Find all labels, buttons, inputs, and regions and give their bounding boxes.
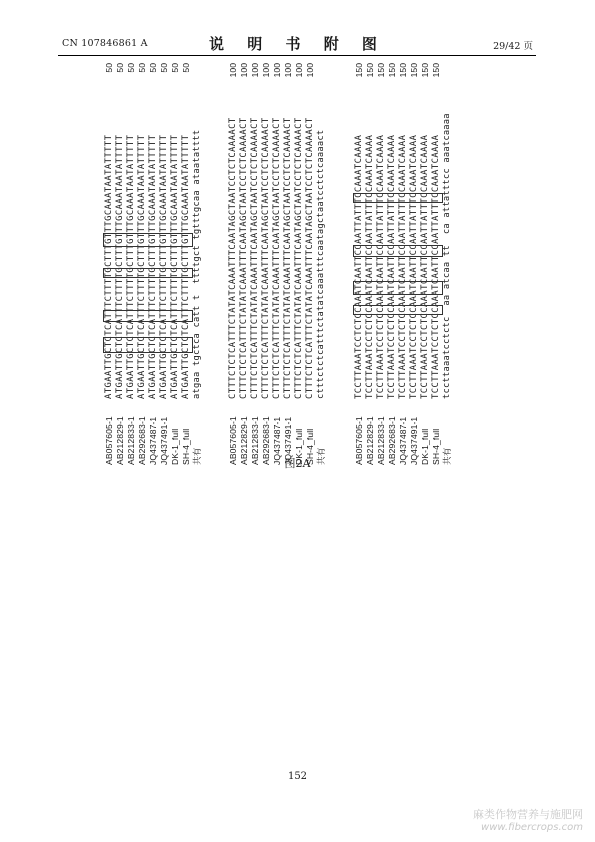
- sequence-row: [376, 63, 387, 465]
- sequence-row: [126, 63, 137, 465]
- sequence-name: AB057605-1: [354, 416, 364, 465]
- consensus-row: [316, 63, 327, 465]
- sequence-text: CTTTCTCTCATTTCTATATCAAATTTCAATAGCTAATCCTCTCAAAACT: [228, 117, 238, 399]
- figure-caption: 图2A: [284, 457, 311, 470]
- position-number: 50: [159, 63, 169, 73]
- sequence-text: TCCTTAAATCCTCTCCAAATCAATTCCAATTATTTCCAAATCAAAA: [409, 134, 419, 399]
- alignment-rotated-canvas: [100, 63, 480, 465]
- sequence-text: CTTTCTCTCATTTCTATATCAAATTTCAATAGCTAATCCTCTCAAAACT: [250, 117, 260, 399]
- sequence-text: ATGAATTGCTCTCATTTCTTTTGCTTTGTTTGCAAATAATATTTTT: [126, 134, 136, 399]
- sequence-row: [354, 63, 365, 465]
- sequence-text: atgaa tgctca catt t ttttgct tgtttgcaa ataatatttt: [192, 129, 202, 399]
- sequence-text: TCCTTAAATCCTCTCCAAATCAATTCCAATTATTTCCAAATCAAAA: [420, 134, 430, 399]
- position-number: 100: [272, 63, 282, 78]
- sequence-text: TCCTTAAATCCTCTCCAAATCAATTCCAATTATTTCCAAATCAAAA: [431, 134, 441, 399]
- position-number: 100: [305, 63, 315, 78]
- sequence-name: AB212833-1: [376, 416, 386, 465]
- position-number: 150: [431, 63, 441, 78]
- patent-number: CN 107846861 A: [62, 38, 148, 49]
- sequence-row: [137, 63, 148, 465]
- sequence-row: [294, 63, 305, 465]
- position-number: 50: [181, 63, 191, 73]
- sequence-name: AB212829-1: [365, 416, 375, 465]
- header-divider: [58, 55, 536, 56]
- sequence-row: [170, 63, 181, 465]
- sequence-text: ATGAATTGCTCTCATTTCTTTTGCTTTGTTTGCAAATAATATTTTT: [148, 134, 158, 399]
- page-title: 说 明 书 附 图: [209, 35, 386, 53]
- sequence-text: TCCTTAAATCCTCTCCAAATCAATTCCAATTATTTCCAAATCAAAA: [376, 134, 386, 399]
- sequence-name: AB292683-1: [137, 416, 147, 465]
- sequence-row: [148, 63, 159, 465]
- watermark: [473, 806, 583, 833]
- position-number: 150: [387, 63, 397, 78]
- sequence-text: CTTTCTCTCATTTCTATATCAAATTTCAATAGCTAATCCTCTCAAAACT: [294, 117, 304, 399]
- sequence-text: tccttaaatcctctc aa atcaa tt ca attatttcc aaatcaaaa: [442, 113, 452, 399]
- sequence-text: CTTTCTCTCATTTCTATATCAAATTTCAATAGCTAATCCTCTCAAAACT: [283, 117, 293, 399]
- sequence-text: TCCTTAAATCCTCTCCAAATCAATTCCAATTATTTCCAAATCAAAA: [365, 134, 375, 399]
- sequence-name: JQ437487-1: [398, 416, 408, 465]
- page-of-total: 29/42 页: [493, 41, 533, 52]
- sequence-text: TCCTTAAATCCTCTCCAAATCAATTCCAATTATTTCCAAATCAAAA: [398, 134, 408, 399]
- position-number: 50: [115, 63, 125, 73]
- sequence-row: [228, 63, 239, 465]
- sequence-row: [305, 63, 316, 465]
- sequence-name: SH-4_full: [305, 428, 315, 465]
- sequence-name: 共有: [442, 447, 452, 465]
- consensus-row: [192, 63, 203, 465]
- sequence-text: ATGAATTGCTCTCATTTCTTTTGCTTTGTTTGCAAATAATATTTTT: [115, 134, 125, 399]
- sequence-row: [387, 63, 398, 465]
- sequence-name: AB292683-1: [261, 416, 271, 465]
- page-number: 152: [287, 771, 308, 782]
- sequence-text: ATGAATTGCTCTCATTTCTTTTGCTTTGTTTGCAAATAATATTTTT: [159, 134, 169, 399]
- sequence-row: [239, 63, 250, 465]
- watermark-site-name: 麻类作物营养与施肥网: [473, 808, 583, 821]
- position-number: 100: [283, 63, 293, 78]
- sequence-name: AB212833-1: [126, 416, 136, 465]
- position-number: 100: [294, 63, 304, 78]
- position-number: 50: [126, 63, 136, 73]
- sequence-name: SH-4_full: [181, 428, 191, 465]
- sequence-text: TCCTTAAATCCTCTCCAAATCAATTCCAATTATTTCCAAATCAAAA: [354, 134, 364, 399]
- sequence-row: [398, 63, 409, 465]
- sequence-name: DK-1_full: [294, 428, 304, 465]
- sequence-text: CTTTCTCTCATTTCTATATCAAATTTCAATAGCTAATCCTCTCAAAACT: [261, 117, 271, 399]
- sequence-text: ATGAATTGCTCTCATTTCTTTTGCTTTGTTTGCAAATAATATTTTT: [137, 134, 147, 399]
- sequence-row: [261, 63, 272, 465]
- position-number: 100: [261, 63, 271, 78]
- sequence-name: JQ437491-1: [159, 416, 169, 465]
- alignment-figure: [100, 63, 480, 465]
- sequence-name: AB212833-1: [250, 416, 260, 465]
- position-number: 150: [398, 63, 408, 78]
- position-number: 100: [239, 63, 249, 78]
- sequence-name: DK-1_full: [420, 428, 430, 465]
- position-number: 50: [148, 63, 158, 73]
- position-number: 150: [420, 63, 430, 78]
- position-number: 100: [228, 63, 238, 78]
- sequence-text: TCCTTAAATCCTCTCCAAATCAATTCCAATTATTTCCAAATCAAAA: [387, 134, 397, 399]
- position-number: 50: [137, 63, 147, 73]
- position-number: 150: [354, 63, 364, 78]
- sequence-row: [181, 63, 192, 465]
- sequence-row: [420, 63, 431, 465]
- position-number: 150: [409, 63, 419, 78]
- sequence-name: JQ437487-1: [148, 416, 158, 465]
- sequence-text: CTTTCTCTCATTTCTATATCAAATTTCAATAGCTAATCCTCTCAAAACT: [239, 117, 249, 399]
- sequence-name: JQ437491-1: [283, 416, 293, 465]
- sequence-name: DK-1_full: [170, 428, 180, 465]
- sequence-name: JQ437491-1: [409, 416, 419, 465]
- sequence-name: AB212829-1: [115, 416, 125, 465]
- sequence-name: 共有: [316, 447, 326, 465]
- sequence-text: ATGAATTGCTCTCATTTCTTTTGCTTTGTTTGCAAATAATATTTTT: [104, 134, 114, 399]
- sequence-name: AB292683-1: [387, 416, 397, 465]
- position-number: 150: [376, 63, 386, 78]
- sequence-row: [409, 63, 420, 465]
- sequence-text: ATGAATTGCTCTCATTTCTTTTGCTTTGTTTGCAAATAATATTTTT: [181, 134, 191, 399]
- sequence-name: 共有: [192, 447, 202, 465]
- consensus-row: [442, 63, 453, 465]
- position-number: 50: [104, 63, 114, 73]
- sequence-row: [431, 63, 442, 465]
- sequence-name: AB057605-1: [104, 416, 114, 465]
- sequence-row: [365, 63, 376, 465]
- sequence-text: ATGAATTGCTCTCATTTCTTTTGCTTTGTTTGCAAATAATATTTTT: [170, 134, 180, 399]
- sequence-name: JQ437487-1: [272, 416, 282, 465]
- sequence-name: AB212829-1: [239, 416, 249, 465]
- position-number: 100: [250, 63, 260, 78]
- sequence-text: CTTTCTCTCATTTCTATATCAAATTTCAATAGCTAATCCTCTCAAAACT: [272, 117, 282, 399]
- sequence-row: [250, 63, 261, 465]
- sequence-text: ctttctctcatttctatatcaaatttcaatagctaatcctctcaaaact: [316, 129, 326, 399]
- sequence-row: [115, 63, 126, 465]
- position-number: 150: [365, 63, 375, 78]
- sequence-row: [283, 63, 294, 465]
- sequence-name: SH-4_full: [431, 428, 441, 465]
- sequence-name: AB057605-1: [228, 416, 238, 465]
- watermark-url: www.fibercrops.com: [481, 822, 583, 833]
- position-number: 50: [170, 63, 180, 73]
- sequence-row: [272, 63, 283, 465]
- sequence-row: [159, 63, 170, 465]
- sequence-row: [104, 63, 115, 465]
- sequence-text: CTTTCTCTCATTTCTATATCAAATTTCAATAGCTAATCCTCTCAAAACT: [305, 117, 315, 399]
